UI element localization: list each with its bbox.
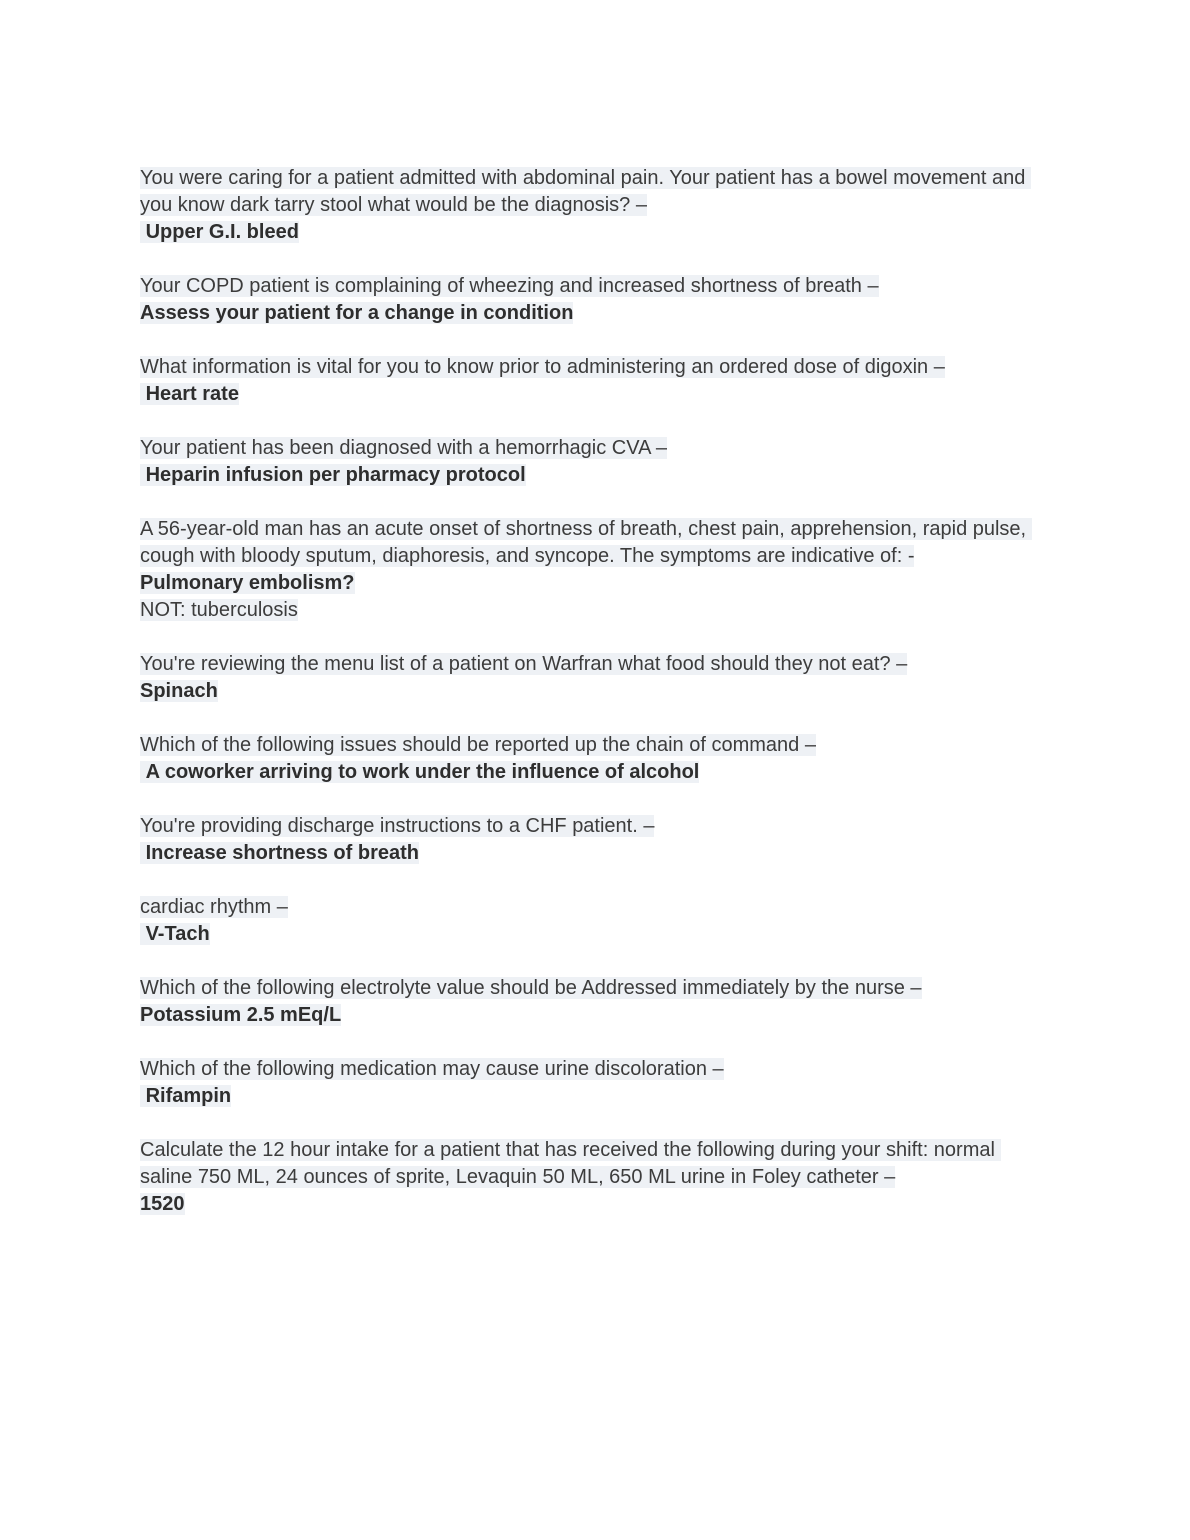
qa-block — [140, 732, 1052, 786]
answer-text: 1520 — [140, 1193, 185, 1215]
question-line — [140, 597, 1052, 624]
qa-block — [140, 165, 1052, 246]
answer-text: Potassium 2.5 mEq/L — [140, 1004, 342, 1026]
answer-text: Rifampin — [140, 1085, 232, 1107]
question-text: Your patient has been diagnosed with a hemorrhagic CVA – — [140, 437, 668, 459]
qa-block — [140, 894, 1052, 948]
answer-line — [140, 570, 1052, 597]
answer-line — [140, 300, 1052, 327]
answer-line — [140, 759, 1052, 786]
answer-line — [140, 678, 1052, 705]
qa-block — [140, 516, 1052, 624]
answer-text: Heart rate — [140, 383, 239, 405]
question-line — [140, 1056, 1052, 1083]
question-line — [140, 894, 1052, 921]
question-line — [140, 813, 1052, 840]
qa-block — [140, 1056, 1052, 1110]
answer-line — [140, 462, 1052, 489]
question-line — [140, 975, 1052, 1002]
question-text: Which of the following electrolyte value should be Addressed immediately by the nurse – — [140, 977, 922, 999]
qa-block — [140, 435, 1052, 489]
question-line — [140, 732, 1052, 759]
answer-text: Heparin infusion per pharmacy protocol — [140, 464, 526, 486]
question-text: Which of the following medication may cause urine discoloration – — [140, 1058, 724, 1080]
answer-line — [140, 1083, 1052, 1110]
question-line — [140, 273, 1052, 300]
question-text: You're providing discharge instructions to a CHF patient. – — [140, 815, 655, 837]
question-line — [140, 165, 1052, 219]
answer-text: Spinach — [140, 680, 218, 702]
answer-line — [140, 840, 1052, 867]
answer-text: Upper G.I. bleed — [140, 221, 299, 243]
question-text: You're reviewing the menu list of a patient on Warfran what food should they not eat? – — [140, 653, 908, 675]
qa-block — [140, 354, 1052, 408]
answer-line — [140, 921, 1052, 948]
question-text: cardiac rhythm – — [140, 896, 288, 918]
question-text: Calculate the 12 hour intake for a patient that has received the following during your shift: normal saline 750 ML, 24 ounces of sprite, Levaquin 50 ML, 650 ML urine in Foley catheter – — [140, 1139, 1001, 1188]
question-text: What information is vital for you to know prior to administering an ordered dose of digoxin – — [140, 356, 945, 378]
qa-block — [140, 651, 1052, 705]
question-line — [140, 516, 1052, 570]
question-line — [140, 651, 1052, 678]
question-text: A 56-year-old man has an acute onset of shortness of breath, chest pain, apprehension, rapid pulse, cough with bloody sputum, diaphoresis, and syncope. The symptoms are indicative of: - — [140, 518, 1032, 567]
qa-block — [140, 813, 1052, 867]
answer-line — [140, 219, 1052, 246]
question-text: Your COPD patient is complaining of wheezing and increased shortness of breath – — [140, 275, 879, 297]
qa-block — [140, 273, 1052, 327]
question-text: You were caring for a patient admitted with abdominal pain. Your patient has a bowel movement and you know dark tarry stool what would be the diagnosis? – — [140, 167, 1031, 216]
answer-text: Pulmonary embolism? — [140, 572, 355, 594]
question-line — [140, 354, 1052, 381]
answer-text: Assess your patient for a change in condition — [140, 302, 574, 324]
qa-block — [140, 975, 1052, 1029]
answer-text: Increase shortness of breath — [140, 842, 419, 864]
answer-line — [140, 1191, 1052, 1218]
answer-line — [140, 1002, 1052, 1029]
answer-line — [140, 381, 1052, 408]
qa-block — [140, 1137, 1052, 1218]
question-text: Which of the following issues should be reported up the chain of command – — [140, 734, 816, 756]
question-line — [140, 435, 1052, 462]
answer-text: A coworker arriving to work under the influence of alcohol — [140, 761, 700, 783]
question-text: NOT: tuberculosis — [140, 599, 298, 621]
answer-text: V-Tach — [140, 923, 210, 945]
question-line — [140, 1137, 1052, 1191]
